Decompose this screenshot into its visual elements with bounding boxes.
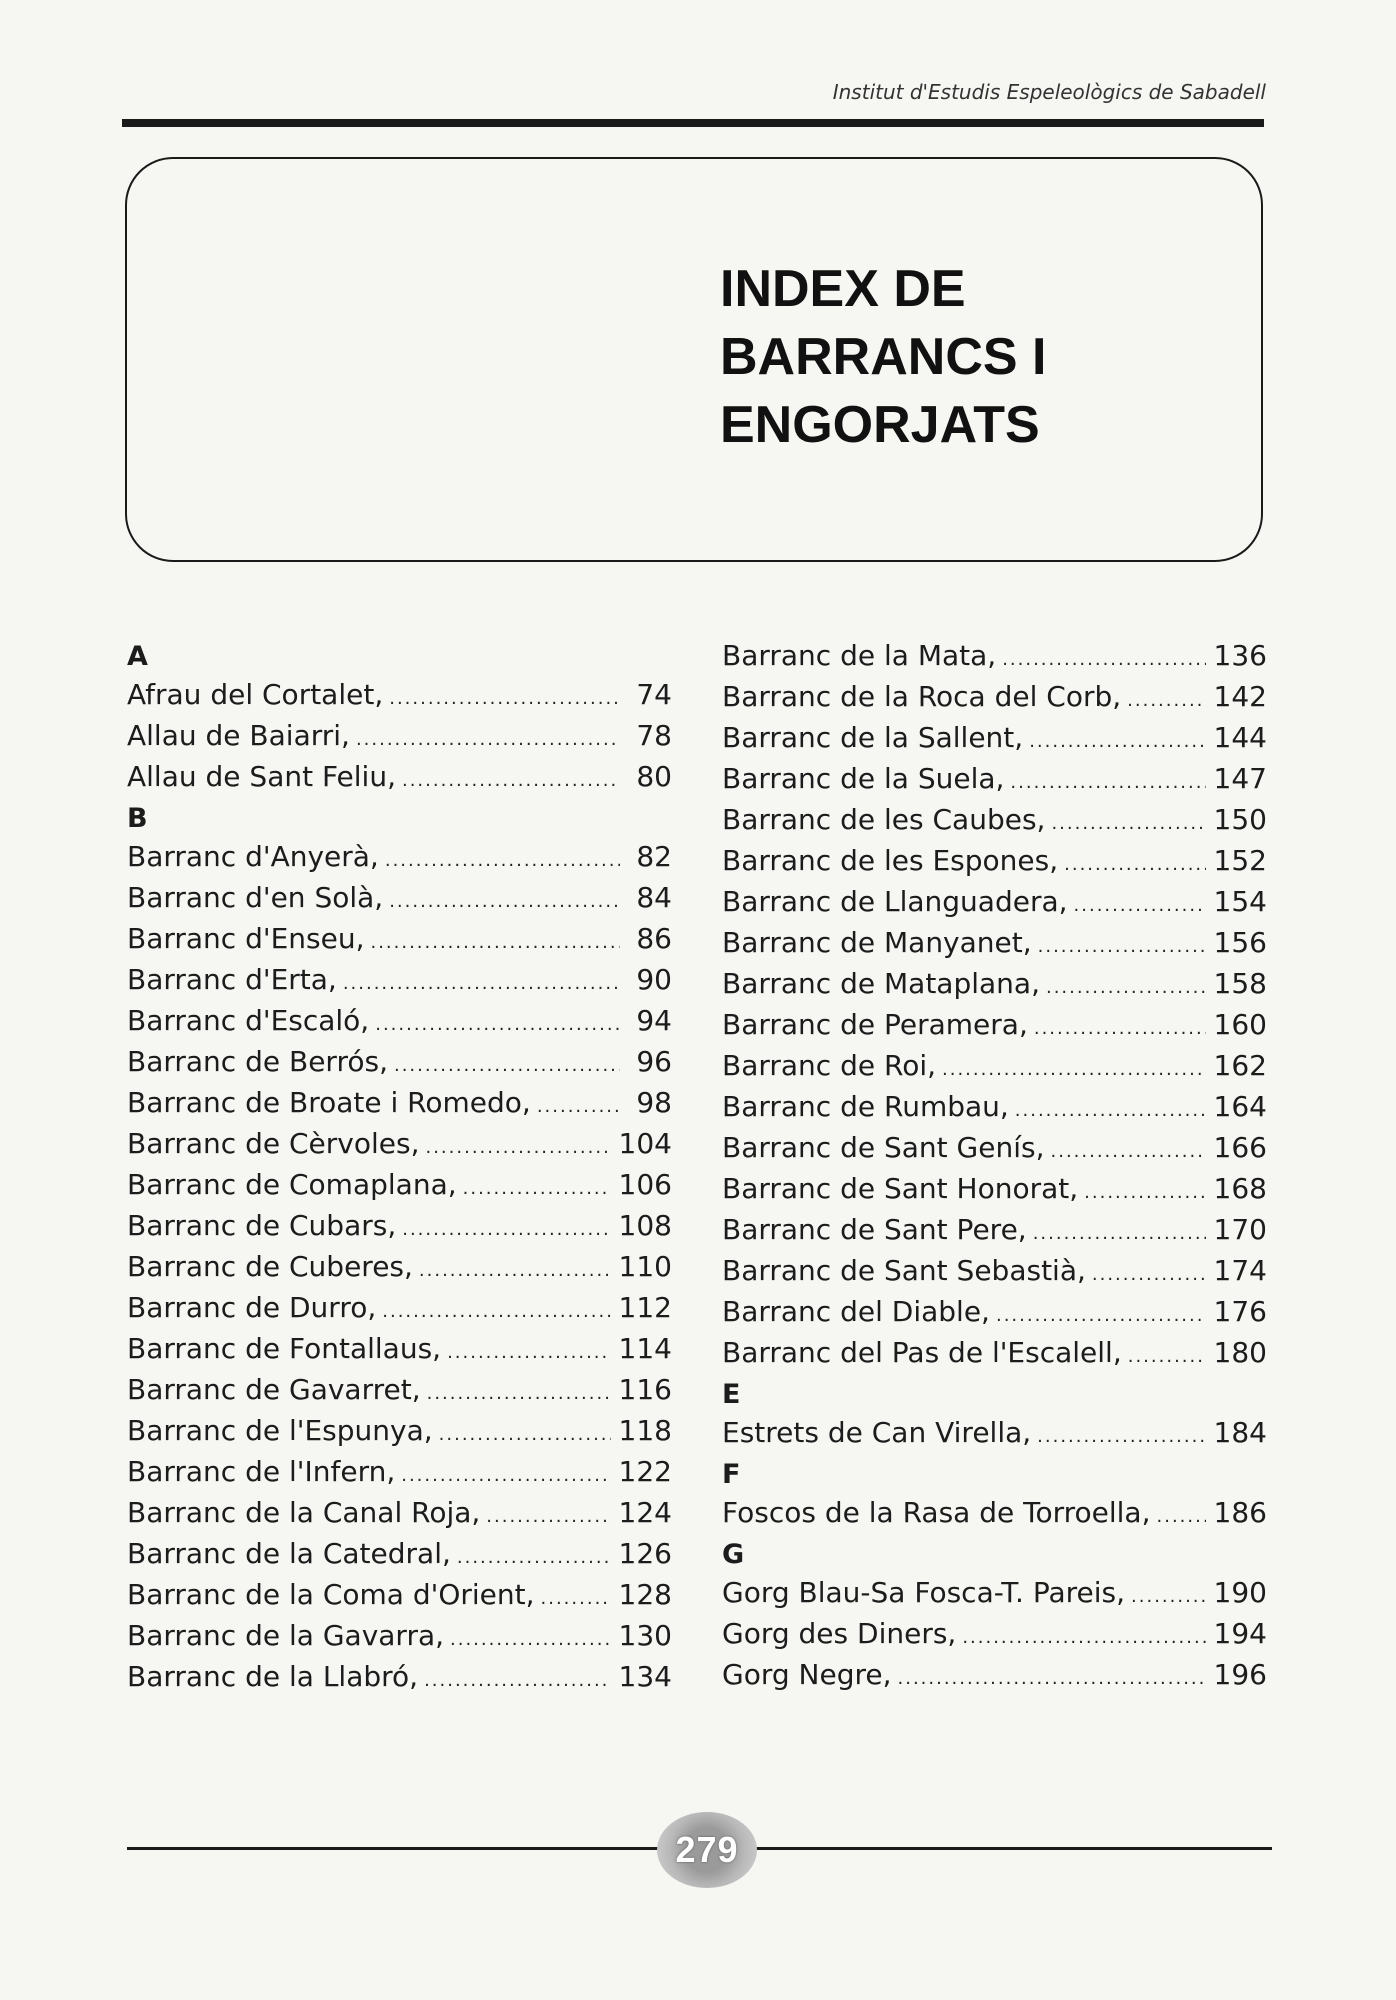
entry-name: Barranc de Durro, xyxy=(127,1291,377,1324)
entry-name: Barranc de Cèrvoles, xyxy=(127,1127,420,1160)
entry-name: Barranc de la Sallent, xyxy=(722,721,1024,754)
dot-leader xyxy=(1131,1576,1206,1617)
section-letter: G xyxy=(722,1539,745,1570)
entry-name: Barranc de Cubars, xyxy=(127,1209,397,1242)
dot-leader xyxy=(1127,680,1205,721)
entry-name: Gorg Blau-Sa Fosca-T. Pareis, xyxy=(722,1576,1126,1609)
entry-name: Allau de Baiarri, xyxy=(127,719,350,752)
dot-leader xyxy=(1084,1172,1205,1213)
entry-page: 174 xyxy=(1213,1254,1267,1287)
entry-name: Barranc de Sant Sebastià, xyxy=(722,1254,1086,1287)
index-entry xyxy=(722,799,1267,840)
dot-leader xyxy=(385,840,620,881)
dot-leader xyxy=(402,760,620,801)
dot-leader xyxy=(424,1660,610,1701)
index-entry xyxy=(127,1492,672,1533)
entry-name: Barranc de les Espones, xyxy=(722,844,1059,877)
dot-leader xyxy=(394,1045,620,1086)
index-entry xyxy=(722,881,1267,922)
entry-page: 142 xyxy=(1213,680,1267,713)
entry-name: Barranc de la Canal Roja, xyxy=(127,1496,481,1529)
dot-leader xyxy=(962,1617,1205,1658)
index-entry xyxy=(127,674,672,715)
entry-name: Barranc del Pas de l'Escalell, xyxy=(722,1336,1122,1369)
title-line-2: BARRANCS I xyxy=(720,328,1047,386)
entry-page: 112 xyxy=(618,1291,672,1324)
dot-leader xyxy=(1157,1496,1206,1537)
entry-page: 82 xyxy=(636,840,672,873)
index-entry xyxy=(722,1572,1267,1613)
section-letter: F xyxy=(722,1459,741,1490)
index-entry xyxy=(127,1082,672,1123)
index-entry xyxy=(127,756,672,797)
dot-leader xyxy=(389,678,620,719)
entry-name: Barranc de Roi, xyxy=(722,1049,937,1082)
index-entry xyxy=(722,1250,1267,1291)
entry-page: 152 xyxy=(1213,844,1267,877)
index-entry xyxy=(722,922,1267,963)
entry-page: 84 xyxy=(636,881,672,914)
index-entry xyxy=(127,1615,672,1656)
dot-leader xyxy=(457,1537,611,1578)
index-entry xyxy=(722,1045,1267,1086)
entry-page: 110 xyxy=(618,1250,672,1283)
page-number: 279 xyxy=(675,1829,739,1870)
entry-name: Barranc de Gavarret, xyxy=(127,1373,421,1406)
index-entry xyxy=(722,1291,1267,1332)
header-institution: Institut d'Estudis Espeleològics de Sabadell xyxy=(832,80,1266,104)
entry-page: 144 xyxy=(1213,721,1267,754)
dot-leader xyxy=(1051,803,1205,844)
index-entry xyxy=(127,1451,672,1492)
index-entry xyxy=(722,1004,1267,1045)
entry-name: Barranc de Rumbau, xyxy=(722,1090,1009,1123)
entry-page: 90 xyxy=(636,963,672,996)
entry-page: 98 xyxy=(636,1086,672,1119)
entry-name: Barranc de l'Espunya, xyxy=(127,1414,433,1447)
page-title xyxy=(720,255,1120,459)
entry-name: Barranc de la Roca del Corb, xyxy=(722,680,1122,713)
entry-page: 126 xyxy=(618,1537,672,1570)
entry-name: Barranc de Sant Pere, xyxy=(722,1213,1027,1246)
dot-leader xyxy=(898,1658,1206,1699)
entry-page: 147 xyxy=(1213,762,1267,795)
entry-name: Barranc de la Suela, xyxy=(722,762,1005,795)
title-line-1: INDEX DE xyxy=(720,260,966,318)
entry-page: 150 xyxy=(1213,803,1267,836)
entry-page: 196 xyxy=(1213,1658,1267,1691)
index-entry xyxy=(722,1127,1267,1168)
index-entry xyxy=(127,715,672,756)
section-letter: A xyxy=(127,641,148,672)
index-entry xyxy=(722,676,1267,717)
entry-name: Barranc de la Mata, xyxy=(722,639,997,672)
index-entry xyxy=(127,1410,672,1451)
entry-name: Barranc de la Catedral, xyxy=(127,1537,451,1570)
dot-leader xyxy=(450,1619,611,1660)
entry-name: Barranc d'Escaló, xyxy=(127,1004,370,1037)
index-entry xyxy=(127,1164,672,1205)
index-entry xyxy=(127,959,672,1000)
entry-name: Barranc de Peramera, xyxy=(722,1008,1028,1041)
entry-page: 190 xyxy=(1213,1576,1267,1609)
entry-name: Barranc d'Anyerà, xyxy=(127,840,379,873)
entry-page: 136 xyxy=(1213,639,1267,672)
dot-leader xyxy=(1010,762,1205,803)
index-entry xyxy=(722,1086,1267,1127)
index-entry xyxy=(127,877,672,918)
entry-name: Foscos de la Rasa de Torroella, xyxy=(722,1496,1151,1529)
dot-leader xyxy=(463,1168,611,1209)
index-entry xyxy=(722,963,1267,1004)
entry-page: 86 xyxy=(636,922,672,955)
index-entry xyxy=(722,758,1267,799)
index-entry xyxy=(722,635,1267,676)
entry-name: Barranc de Mataplana, xyxy=(722,967,1040,1000)
entry-name: Barranc de Cuberes, xyxy=(127,1250,413,1283)
entry-page: 194 xyxy=(1213,1617,1267,1650)
entry-page: 186 xyxy=(1213,1496,1267,1529)
entry-page: 160 xyxy=(1213,1008,1267,1041)
entry-page: 184 xyxy=(1213,1416,1267,1449)
index-entry xyxy=(722,1209,1267,1250)
dot-leader xyxy=(343,963,620,1004)
entry-name: Barranc de Manyanet, xyxy=(722,926,1032,959)
entry-name: Barranc de Sant Genís, xyxy=(722,1131,1045,1164)
entry-page: 130 xyxy=(618,1619,672,1652)
dot-leader xyxy=(1128,1336,1206,1377)
entry-name: Gorg Negre, xyxy=(722,1658,892,1691)
index-entry xyxy=(127,1287,672,1328)
dot-leader xyxy=(486,1496,610,1537)
dot-leader xyxy=(1015,1090,1206,1131)
entry-name: Barranc de Comaplana, xyxy=(127,1168,457,1201)
dot-leader xyxy=(375,1004,620,1045)
entry-page: 80 xyxy=(636,760,672,793)
dot-leader xyxy=(389,881,620,922)
dot-leader xyxy=(1038,926,1206,967)
index-entry xyxy=(127,1574,672,1615)
entry-page: 166 xyxy=(1213,1131,1267,1164)
dot-leader xyxy=(1033,1213,1206,1254)
entry-page: 158 xyxy=(1213,967,1267,1000)
top-rule xyxy=(122,119,1264,127)
entry-page: 118 xyxy=(618,1414,672,1447)
index-entry xyxy=(127,1246,672,1287)
entry-name: Barranc de la Coma d'Orient, xyxy=(127,1578,535,1611)
entry-page: 164 xyxy=(1213,1090,1267,1123)
dot-leader xyxy=(356,719,620,760)
entry-name: Barranc de Fontallaus, xyxy=(127,1332,442,1365)
index-entry xyxy=(127,836,672,877)
entry-page: 106 xyxy=(618,1168,672,1201)
entry-name: Barranc de les Caubes, xyxy=(722,803,1046,836)
dot-leader xyxy=(447,1332,610,1373)
index-entry xyxy=(722,1613,1267,1654)
dot-leader xyxy=(425,1127,610,1168)
index-entry xyxy=(127,1000,672,1041)
entry-name: Barranc de Broate i Romedo, xyxy=(127,1086,531,1119)
entry-name: Gorg des Diners, xyxy=(722,1617,957,1650)
entry-name: Allau de Sant Feliu, xyxy=(127,760,396,793)
dot-leader xyxy=(1037,1416,1205,1457)
entry-name: Estrets de Can Virella, xyxy=(722,1416,1032,1449)
title-line-3: ENGORJATS xyxy=(720,396,1040,454)
page-number-badge xyxy=(657,1812,757,1888)
dot-leader xyxy=(1064,844,1205,885)
index-entry xyxy=(127,1369,672,1410)
entry-page: 156 xyxy=(1213,926,1267,959)
entry-page: 162 xyxy=(1213,1049,1267,1082)
dot-leader xyxy=(1046,967,1206,1008)
dot-leader xyxy=(382,1291,610,1332)
dot-leader xyxy=(370,922,620,963)
entry-page: 122 xyxy=(618,1455,672,1488)
entry-page: 128 xyxy=(618,1578,672,1611)
entry-page: 108 xyxy=(618,1209,672,1242)
index-column-left xyxy=(127,635,672,1697)
entry-page: 180 xyxy=(1213,1336,1267,1369)
index-entry xyxy=(127,1328,672,1369)
dot-leader xyxy=(1002,639,1205,680)
dot-leader xyxy=(419,1250,611,1291)
entry-page: 78 xyxy=(636,719,672,752)
index-entry xyxy=(722,1412,1267,1453)
entry-name: Afrau del Cortalet, xyxy=(127,678,384,711)
index-entry xyxy=(722,1168,1267,1209)
entry-name: Barranc de Berrós, xyxy=(127,1045,388,1078)
entry-name: Barranc d'Enseu, xyxy=(127,922,365,955)
dot-leader xyxy=(401,1455,610,1496)
entry-name: Barranc de Sant Honorat, xyxy=(722,1172,1079,1205)
entry-name: Barranc de la Llabró, xyxy=(127,1660,419,1693)
dot-leader xyxy=(402,1209,610,1250)
entry-name: Barranc d'en Solà, xyxy=(127,881,384,914)
entry-page: 154 xyxy=(1213,885,1267,918)
entry-page: 168 xyxy=(1213,1172,1267,1205)
index-entry xyxy=(722,1654,1267,1695)
index-column-right xyxy=(722,635,1267,1695)
entry-page: 116 xyxy=(618,1373,672,1406)
entry-page: 74 xyxy=(636,678,672,711)
dot-leader xyxy=(537,1086,620,1127)
index-entry xyxy=(127,1533,672,1574)
dot-leader xyxy=(942,1049,1206,1090)
entry-page: 134 xyxy=(618,1660,672,1693)
entry-page: 170 xyxy=(1213,1213,1267,1246)
dot-leader xyxy=(1051,1131,1206,1172)
dot-leader xyxy=(541,1578,611,1619)
index-entry xyxy=(127,918,672,959)
entry-name: Barranc de la Gavarra, xyxy=(127,1619,445,1652)
dot-leader xyxy=(1034,1008,1206,1049)
dot-leader xyxy=(427,1373,611,1414)
index-entry xyxy=(127,1041,672,1082)
entry-page: 176 xyxy=(1213,1295,1267,1328)
entry-page: 114 xyxy=(618,1332,672,1365)
dot-leader xyxy=(1092,1254,1206,1295)
entry-name: Barranc de l'Infern, xyxy=(127,1455,396,1488)
entry-name: Barranc de Llanguadera, xyxy=(722,885,1068,918)
index-entry xyxy=(722,840,1267,881)
index-entry xyxy=(127,1205,672,1246)
dot-leader xyxy=(996,1295,1206,1336)
dot-leader xyxy=(1074,885,1206,926)
index-entry xyxy=(722,1332,1267,1373)
section-letter: E xyxy=(722,1379,741,1410)
entry-name: Barranc d'Erta, xyxy=(127,963,337,996)
dot-leader xyxy=(1029,721,1205,762)
entry-page: 124 xyxy=(618,1496,672,1529)
index-entry xyxy=(127,1123,672,1164)
index-entry xyxy=(722,1492,1267,1533)
entry-page: 94 xyxy=(636,1004,672,1037)
entry-name: Barranc del Diable, xyxy=(722,1295,990,1328)
index-entry xyxy=(722,717,1267,758)
dot-leader xyxy=(439,1414,611,1455)
entry-page: 104 xyxy=(618,1127,672,1160)
index-entry xyxy=(127,1656,672,1697)
entry-page: 96 xyxy=(636,1045,672,1078)
section-letter: B xyxy=(127,803,148,834)
